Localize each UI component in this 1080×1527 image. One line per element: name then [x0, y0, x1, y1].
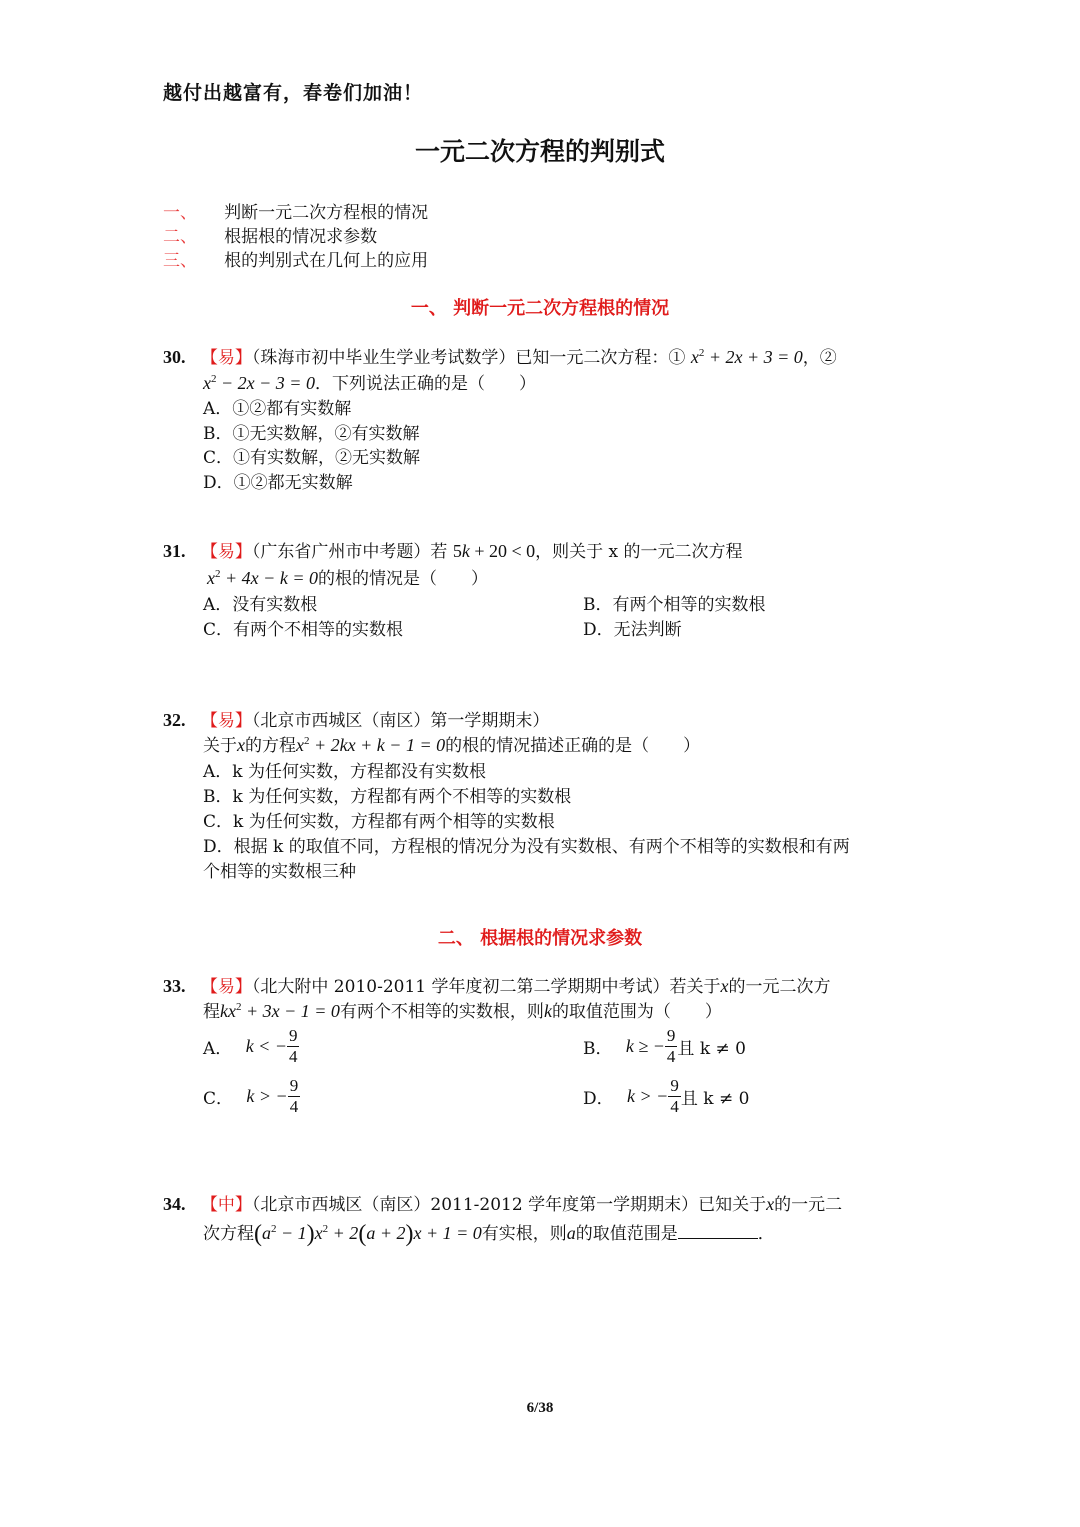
question-stem: 程	[203, 1002, 220, 1022]
question-stem: 的根的情况描述正确的是（ ）	[445, 736, 701, 756]
difficulty-badge: 【易】	[200, 542, 252, 562]
denominator: 4	[666, 1047, 676, 1066]
equation: $x^2 + 4x - k = 0$	[207, 568, 318, 588]
question-stem: 的一元二	[774, 1195, 843, 1215]
option-b: B．k 为任何实数，方程都有两个不相等的实数根	[203, 787, 572, 807]
question-stem: 的取值范围为（ ）	[551, 1002, 722, 1022]
inequality: k > −	[246, 1086, 288, 1106]
circle-number: ②	[819, 348, 837, 368]
option-a: A．①②都有实数解	[203, 399, 352, 419]
option-c: C．k 为任何实数，方程都有两个相等的实数根	[203, 812, 555, 832]
question-34-line-1	[163, 1190, 842, 1215]
denominator: 4	[288, 1047, 298, 1066]
question-number: 34.	[163, 1194, 186, 1214]
numerator: 9	[288, 1026, 298, 1045]
option-tail: 且 k ≠ 0	[677, 1039, 746, 1059]
question-31-line-2	[207, 564, 488, 589]
question-stem: ，则关于 x 的一元二次方程	[535, 542, 743, 562]
question-source: （北京市西城区（南区）第一学期期末）	[251, 711, 550, 731]
numerator: 9	[666, 1026, 676, 1045]
equation: $(a^2 - 1)x^2 + 2(a + 2)x + 1 = 0$	[254, 1221, 482, 1247]
option-d: D．①②都无实数解	[203, 473, 353, 493]
circle-number: ①	[668, 348, 686, 368]
question-stem: 的根的情况是（ ）	[317, 569, 488, 589]
option-label: C．	[203, 1089, 234, 1109]
toc-label: 根据根的情况求参数	[224, 227, 378, 247]
equation: $x^2 + 2kx + k - 1 = 0$	[296, 735, 446, 755]
denominator: 4	[670, 1097, 679, 1116]
difficulty-badge: 【易】	[200, 348, 252, 368]
question-33-line-1	[163, 972, 830, 997]
question-stem: ．	[757, 1224, 775, 1244]
question-stem: 有两个不相等的实数根，则	[339, 1002, 544, 1022]
numerator: 9	[670, 1076, 679, 1095]
option-d	[583, 1076, 749, 1117]
equation: $x^2 + 2x + 3 = 0$	[690, 347, 803, 367]
option-a: A．k 为任何实数，方程都没有实数根	[203, 762, 486, 782]
inequality: k < −	[245, 1036, 287, 1056]
option-label: D．	[583, 1089, 614, 1109]
question-stem: 有实根，则	[481, 1224, 567, 1244]
variable: x	[237, 735, 245, 755]
variable: x	[766, 1194, 775, 1214]
question-stem: 的方程	[245, 736, 296, 756]
question-stem: ．下列说法正确的是（ ）	[314, 374, 536, 394]
variable: k	[543, 1001, 552, 1021]
inequality: k ≥ −	[625, 1036, 665, 1056]
section-heading-2: 二、 根据根的情况求参数	[437, 928, 643, 949]
option-label: B．	[583, 1039, 613, 1059]
denominator: 4	[289, 1097, 299, 1116]
option-c: C．①有实数解，②无实数解	[203, 448, 421, 468]
equation: $kx^2 + 3x - 1 = 0$	[220, 1001, 340, 1021]
question-source: （珠海市初中毕业生学业考试数学）已知一元二次方程：	[251, 348, 669, 368]
question-stem: 的一元二次方	[728, 977, 831, 997]
option-b	[583, 1026, 746, 1067]
option-c: C．有两个不相等的实数根	[203, 620, 404, 640]
motto-text: 越付出越富有，春卷们加油！	[163, 82, 424, 104]
toc-item-1	[163, 198, 428, 223]
toc-item-3	[163, 246, 428, 271]
question-source: （北大附中 2010-2011 学年度初二第二学期期中考试）若关于	[251, 977, 721, 997]
option-d-continued: 个相等的实数根三种	[203, 862, 356, 882]
numerator: 9	[289, 1076, 299, 1095]
toc-item-2	[163, 222, 377, 247]
variable: a	[566, 1223, 576, 1243]
page-title: 一元二次方程的判别式	[414, 137, 665, 166]
toc-number: 一、	[163, 203, 197, 223]
difficulty-badge: 【中】	[200, 1195, 252, 1215]
difficulty-badge: 【易】	[200, 977, 252, 997]
difficulty-badge: 【易】	[200, 711, 252, 731]
toc-number: 三、	[163, 251, 197, 271]
option-b: B．有两个相等的实数根	[583, 595, 766, 615]
toc-label: 判断一元二次方程根的情况	[224, 203, 429, 223]
toc-number: 二、	[163, 227, 197, 247]
separator: ，	[802, 348, 820, 368]
question-32-line-2	[203, 731, 700, 756]
question-source: （北京市西城区（南区）2011-2012 学年度第一学期期末）已知关于	[251, 1195, 767, 1215]
condition: 5k + 20 < 0	[452, 541, 536, 561]
option-a: A．没有实数根	[203, 595, 318, 615]
variable: x	[720, 976, 729, 996]
question-30-line-1	[163, 343, 837, 368]
fraction	[287, 1026, 300, 1067]
equation: $x^2 - 2x - 3 = 0$	[203, 373, 315, 393]
question-number: 32.	[163, 710, 186, 730]
option-d: D．根据 k 的取值不同，方程根的情况分为没有实数根、有两个不相等的实数根和有两	[203, 837, 850, 857]
question-number: 30.	[163, 347, 186, 367]
question-source: （广东省广州市中考题）若	[251, 542, 448, 562]
question-number: 33.	[163, 976, 186, 996]
question-33-line-2	[203, 997, 722, 1022]
option-d: D．无法判断	[583, 620, 682, 640]
option-label: A．	[203, 1039, 233, 1059]
fraction	[668, 1076, 681, 1117]
answer-blank	[678, 1222, 758, 1239]
question-stem: 的取值范围是	[575, 1224, 678, 1244]
fraction	[288, 1076, 301, 1117]
option-b: B．①无实数解，②有实数解	[203, 424, 420, 444]
section-heading-1: 一、 判断一元二次方程根的情况	[410, 298, 670, 319]
fraction	[665, 1026, 678, 1067]
question-34-line-2	[203, 1219, 775, 1248]
question-number: 31.	[163, 541, 186, 561]
option-a	[203, 1026, 299, 1067]
question-stem: 次方程	[203, 1224, 254, 1244]
question-31-line-1	[163, 537, 743, 562]
question-stem: 关于	[203, 736, 237, 756]
question-30-line-2	[203, 369, 536, 394]
option-c	[203, 1076, 300, 1117]
toc-label: 根的判别式在几何上的应用	[224, 251, 429, 271]
option-tail: 且 k ≠ 0	[680, 1089, 750, 1109]
inequality: k > −	[627, 1086, 669, 1106]
question-32-line-1	[163, 706, 549, 731]
page-number: 6/38	[526, 1400, 554, 1416]
